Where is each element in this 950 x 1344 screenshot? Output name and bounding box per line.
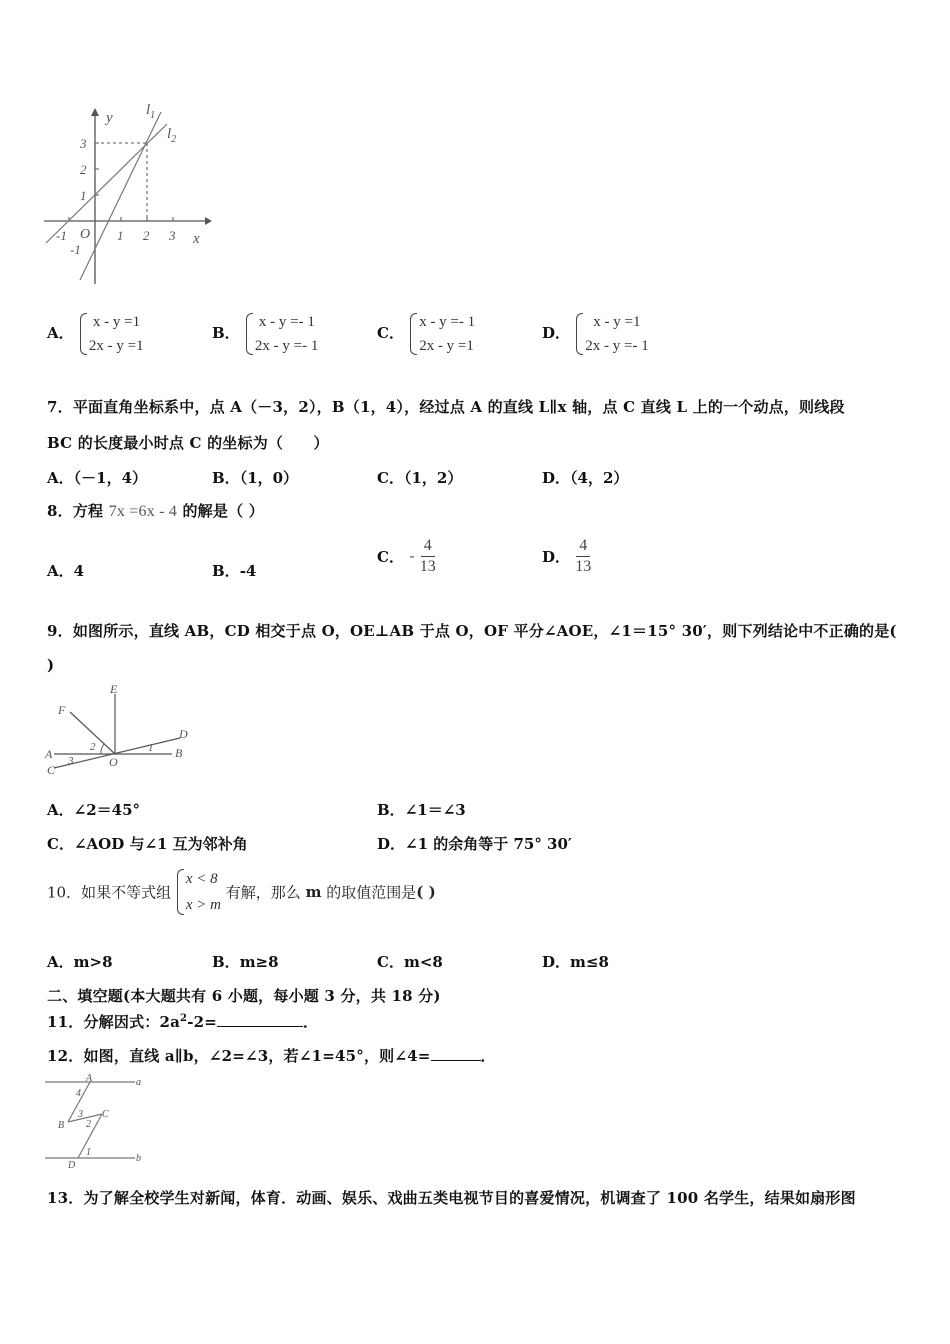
inequality-1: x < 8 [185,871,218,887]
label-point-c: C [102,1109,109,1120]
label-d: D [179,727,188,741]
angle-arc-2 [101,744,104,754]
equation-2: 2x - y =- 1 [585,338,649,354]
q10-suffix-b: 的取值范围是 [326,883,417,902]
q10-option-d[interactable] [542,951,609,972]
label-line-a: a [136,1077,141,1088]
q7-option-d[interactable] [542,467,628,488]
q11-exponent: 2 [180,1013,188,1024]
option-label: D． [542,469,571,487]
q9-option-b[interactable] [377,799,466,820]
label-point-d: D [68,1160,76,1171]
equation-system [79,310,144,358]
q6-option-b[interactable] [212,310,318,358]
q12-text [47,1045,496,1066]
angle-label-3: 3 [78,1109,83,1120]
option-text: -4 [239,562,257,580]
option-text: （1，0） [239,469,299,487]
q8-suffix: 的解是（ ） [182,502,264,520]
q9-text-line2: ) [47,656,55,674]
q12-body: 12．如图，直线 a∥b，∠2=∠3，若∠1=45°，则∠4= [47,1047,431,1065]
option-text: ∠1＝∠3 [404,801,466,819]
q10-prefix: 10．如果不等式组 [47,883,172,902]
section-title: 二、填空题(本大题共有 6 小题，每小题 3 分，共 18 分) [47,987,441,1005]
fraction [575,536,591,577]
option-label: B． [212,562,240,580]
numerator: 4 [421,536,435,557]
denominator: 13 [575,558,592,575]
option-text: ∠1 的余角等于 75° 30′ [405,835,572,853]
q11-text [47,1011,318,1032]
option-text: ∠AOD 与∠1 互为邻补角 [73,835,248,853]
option-text: （4，2） [570,469,629,487]
equation-system [245,310,318,358]
equation-1: x - y =- 1 [419,314,476,330]
label-point-a: A [86,1073,93,1084]
angle-label-1: 1 [86,1147,91,1158]
y-tick-label: -1 [70,242,81,257]
line-l2-label: $l_2$ [167,126,177,145]
angle-label-3: 3 [68,755,74,767]
origin-label: O [80,227,91,242]
q7-text-line2: BC 的长度最小时点 C 的坐标为（ ） [47,434,329,452]
denominator: 13 [419,558,436,575]
option-label: A． [47,953,74,971]
q7-text-line1: 7．平面直角坐标系中，点 A（－3，2），B（1，4），经过点 A 的直线 L∥x 轴，点 C 直线 L 上的一个动点，则线段 [47,398,845,416]
axis-label-x: x [193,231,200,247]
option-text: （1，2） [403,469,463,487]
line-l1 [80,112,161,280]
inequality-2: x > m [185,897,221,913]
coordinate-graph-figure [40,98,215,288]
q8-prefix: 8．方程 [47,502,104,520]
equation-2: 2x - y =1 [88,338,144,354]
option-label: D． [377,835,406,853]
x-tick-label: -1 [56,228,67,243]
q9-option-c[interactable] [47,833,248,854]
equation-1: x - y =1 [593,314,641,330]
option-label: C． [377,324,404,342]
angle-label-2: 2 [86,1119,91,1130]
y-tick-label: 1 [80,188,87,203]
equation-2: 2x - y =1 [419,338,474,354]
minus-sign: - [409,547,415,565]
option-label: C． [47,835,74,853]
label-a: A [45,747,53,761]
option-label: C． [377,953,404,971]
q6-option-c[interactable] [377,310,475,358]
q7-option-a[interactable] [47,467,147,488]
q8-option-a[interactable] [47,560,84,581]
equation-1: x - y =- 1 [258,314,315,330]
q11-prefix: 11．分解因式：2a [47,1013,181,1031]
q8-equation: 7x =6x - 4 [108,503,178,520]
q8-option-b[interactable] [212,560,256,581]
angle-label-4: 4 [76,1088,81,1099]
equation-2: 2x - y =- 1 [254,338,319,354]
q6-option-a[interactable] [47,310,144,358]
q7-option-b[interactable] [212,467,298,488]
q10-option-a[interactable] [47,951,113,972]
q13-text: 13．为了解全校学生对新闻，体育．动画、娱乐、戏曲五类电视节目的喜爱情况，机调查了 100 名学生，结果如扇形图 [47,1189,856,1207]
equation-system [409,310,475,358]
q6-option-d[interactable] [542,310,649,358]
option-text: （－1，4） [73,469,148,487]
equation-1: x - y =1 [92,314,141,330]
option-label: A． [47,562,74,580]
x-axis-arrow [205,217,212,225]
option-label: A． [47,801,74,819]
option-text: m>8 [73,953,113,971]
x-tick-label: 2 [143,228,150,243]
option-text: ∠2＝45° [73,801,141,819]
q10-option-b[interactable] [212,951,279,972]
q8-text [47,500,264,521]
x-tick-label: 3 [169,228,176,243]
q9-option-a[interactable] [47,799,140,820]
equation-system [575,310,648,358]
q11-end: ． [303,1013,319,1031]
label-point-b: B [58,1120,65,1131]
q12-end: ． [480,1047,496,1065]
y-tick-label: 3 [80,136,87,151]
angle-label-2: 2 [90,741,96,753]
answer-blank[interactable] [217,1012,303,1027]
q8-option-d[interactable] [542,536,591,577]
inequality-system [176,866,221,918]
q10-text [47,866,436,918]
option-label: B． [212,953,240,971]
y-tick-label: 2 [80,162,87,177]
y-axis-arrow [91,108,99,116]
angle-label-1: 1 [148,742,154,754]
label-c: C [47,763,56,777]
option-text: m<8 [403,953,443,971]
angle-figure [40,682,200,780]
option-text: 4 [73,562,85,580]
segment-bc [68,1114,102,1122]
label-line-b: b [136,1153,141,1164]
answer-blank[interactable] [431,1046,481,1061]
q9-option-d[interactable] [377,833,572,854]
parallel-lines-figure [40,1072,155,1172]
q10-paren: ( ) [416,883,436,901]
option-label: D． [542,953,571,971]
q10-option-c[interactable] [377,951,443,972]
q8-option-c[interactable] [377,536,436,577]
q10-var: m [305,883,322,901]
q7-option-c[interactable] [377,467,462,488]
numerator: 4 [576,536,590,557]
axis-label-y: y [106,110,113,126]
x-tick-label: 1 [117,228,124,243]
option-text: m≥8 [239,953,279,971]
fraction [420,536,436,577]
option-label: B． [377,801,405,819]
q11-suffix: -2= [187,1013,218,1031]
q10-suffix-a: 有解，那么 [225,883,301,902]
option-label: A． [47,324,74,342]
option-label: C． [377,469,404,487]
option-label: A． [47,469,74,487]
option-label: D． [542,548,571,566]
line-l1-label: $l_1$ [146,102,156,121]
q9-text-line1: 9．如图所示，直线 AB，CD 相交于点 O，OE⊥AB 于点 O，OF 平分∠AOE，∠1＝15° 30′，则下列结论中不正确的是( [47,622,897,640]
label-o: O [109,755,118,769]
label-f: F [58,703,66,717]
option-label: B． [212,324,240,342]
label-b: B [175,746,183,760]
option-label: C． [377,548,404,566]
option-label: B． [212,469,240,487]
label-e: E [110,682,118,696]
option-label: D． [542,324,571,342]
option-text: m≤8 [570,953,609,971]
